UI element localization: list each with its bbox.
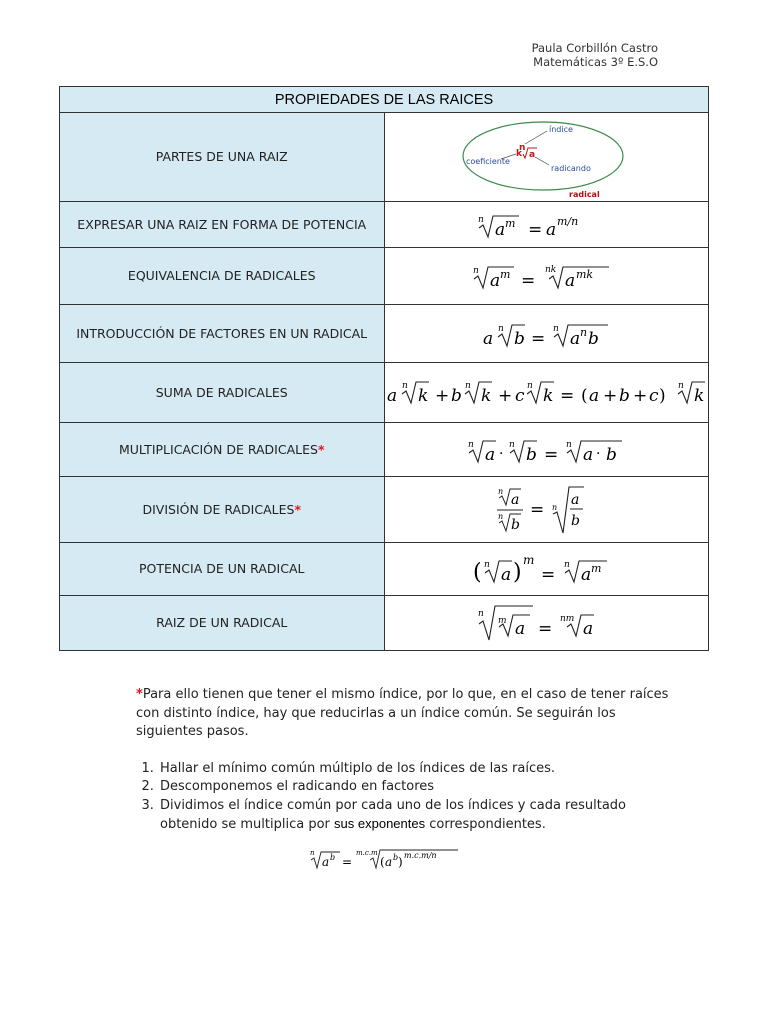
row-label-equivalencia: EQUIVALENCIA DE RADICALES <box>60 248 385 305</box>
step3-highlight: sus exponentes <box>334 816 426 831</box>
formula-glyph-n: n <box>310 849 315 857</box>
diagram-label-radical: radical <box>569 190 600 199</box>
formula-glyph-a: a <box>483 328 494 349</box>
formula-glyph-equals: = <box>521 271 536 291</box>
formula-glyph-m: m <box>500 268 511 281</box>
formula-glyph-open-paren: ( <box>580 385 588 406</box>
formula-glyph-a: a <box>515 619 526 639</box>
row-label-introduccion: INTRODUCCIÓN DE FACTORES EN UN RADICAL <box>60 305 385 363</box>
formula-glyph-n: n <box>468 439 475 450</box>
formula-glyph-b: b <box>514 328 526 349</box>
formula-glyph-b: b <box>511 516 521 533</box>
radicando-arrow <box>535 157 549 165</box>
diagram-ellipse <box>463 122 623 190</box>
formula-factor-introduction <box>384 305 709 363</box>
formula-glyph-m-over-n: m/n <box>557 214 579 228</box>
formula-glyph-equals: = <box>530 499 545 520</box>
formula-glyph-c: c <box>648 385 659 406</box>
label-text: MULTIPLICACIÓN DE RADICALES <box>119 441 318 457</box>
step3-text-before: Dividimos el índice común por cada uno de los índices y cada resultado obtenido se multiplica por <box>160 797 626 832</box>
steps-list <box>136 760 676 835</box>
formula-glyph-close-paren: ) <box>513 560 522 585</box>
row-label-suma: SUMA DE RADICALES <box>60 363 385 423</box>
indice-arrow <box>525 131 547 144</box>
formula-glyph-equals: = <box>538 619 553 639</box>
row-label-multiplicacion <box>60 423 385 477</box>
formula-index-reduction <box>308 846 468 872</box>
formula-glyph-n: n <box>498 486 504 496</box>
diagram-label-radicando: radicando <box>551 164 592 173</box>
table-title: PROPIEDADES DE LAS RAICES <box>60 87 709 113</box>
formula-glyph-a: a <box>501 565 512 585</box>
formula-glyph-n: n <box>553 323 560 334</box>
formula-glyph-dot: · <box>499 445 504 462</box>
formula-glyph-a: a <box>588 385 599 406</box>
formula-glyph-equals: = <box>531 328 546 349</box>
formula-glyph-m: m <box>523 553 535 567</box>
formula-glyph-open-paren: ( <box>473 560 482 585</box>
list-item: 1. Hallar el mínimo común múltiplo de los índices de las raíces. <box>158 760 676 779</box>
formula-root-of-radical <box>384 596 709 651</box>
formula-glyph-equals: = <box>541 565 556 585</box>
formula-glyph-b: b <box>618 385 630 406</box>
row-label-raiz-radical: RAIZ DE UN RADICAL <box>60 596 385 651</box>
formula-glyph-b: b <box>450 385 462 406</box>
formula-glyph-a: a <box>385 855 393 869</box>
formula-glyph-a: a <box>583 444 594 465</box>
formula-glyph-k: k <box>542 385 553 406</box>
notes-intro <box>136 686 676 742</box>
formula-glyph-mcm-over-n: m.c.m/n <box>404 851 437 860</box>
formula-glyph-equals: = <box>342 855 353 869</box>
formula-glyph-n: n <box>509 439 516 450</box>
formula-glyph-a: a <box>490 271 501 291</box>
formula-multiplication-svg <box>466 433 626 467</box>
document-header <box>532 41 658 69</box>
formula-root-as-power <box>384 202 709 248</box>
formula-root-as-power-svg <box>476 208 616 242</box>
formula-glyph-n: n <box>564 560 571 570</box>
formula-multiplication <box>384 423 709 477</box>
formula-glyph-n: n <box>677 380 684 391</box>
formula-glyph-n: n <box>478 214 485 225</box>
formula-glyph-mk: mk <box>576 268 594 281</box>
label-text: DIVISIÓN DE RADICALES <box>142 501 295 517</box>
formula-glyph-b: b <box>526 444 538 465</box>
formula-equivalent-radicals-svg <box>471 259 621 293</box>
formula-glyph-plus: + <box>434 385 449 406</box>
formula-glyph-nm: nm <box>560 614 575 624</box>
formula-glyph-plus: + <box>497 385 512 406</box>
diagram-label-coeficiente: coeficiente <box>466 157 511 166</box>
row-label-partes: PARTES DE UNA RAIZ <box>60 113 385 202</box>
formula-glyph-close-paren: ) <box>398 855 403 869</box>
formula-glyph-m: m <box>498 616 507 626</box>
formula-root-of-radical-svg <box>476 602 616 644</box>
formula-glyph-b: b <box>393 853 399 862</box>
formula-glyph-equals: = <box>559 385 574 406</box>
formula-glyph-b: b <box>606 444 618 465</box>
asterisk-mark: * <box>294 501 301 517</box>
formula-glyph-a: a <box>581 565 592 585</box>
diagram-root-a: a <box>529 150 536 160</box>
formula-glyph-n: n <box>473 266 480 276</box>
formula-glyph-n: n <box>498 511 504 521</box>
row-label-division <box>60 477 385 543</box>
root-parts-diagram <box>384 113 709 202</box>
formula-glyph-m: m <box>505 216 516 230</box>
formula-glyph-equals: = <box>544 444 559 465</box>
formula-glyph-a: a <box>386 385 397 406</box>
formula-power-of-radical <box>384 543 709 596</box>
formula-glyph-equals: = <box>528 219 543 240</box>
formula-glyph-c: c <box>514 385 525 406</box>
formula-equivalent-radicals <box>384 248 709 305</box>
formula-glyph-a: a <box>322 855 330 869</box>
formula-glyph-b: b <box>588 328 600 349</box>
formula-glyph-b: b <box>571 512 581 529</box>
formula-division-svg <box>496 484 596 536</box>
formula-glyph-n: n <box>464 380 471 391</box>
formula-glyph-n: n <box>580 325 588 339</box>
asterisk-mark: * <box>136 687 143 702</box>
formula-sum-radicals-svg <box>385 376 715 410</box>
course-name: Matemáticas 3º E.S.O <box>533 55 658 69</box>
row-label-potencia-radical: POTENCIA DE UN RADICAL <box>60 543 385 596</box>
formula-glyph-k: k <box>417 385 428 406</box>
formula-glyph-n: n <box>526 380 533 391</box>
diagram-root-n: n <box>519 143 526 153</box>
formula-factor-introduction-svg <box>481 317 611 351</box>
formula-glyph-open-paren: ( <box>380 855 385 869</box>
formula-glyph-dot: · <box>596 445 601 462</box>
diagram-label-indice: índice <box>549 125 574 134</box>
step3-text-after: correspondientes. <box>425 817 546 832</box>
formula-glyph-a: a <box>571 491 580 508</box>
formula-glyph-b: b <box>330 853 336 862</box>
formula-glyph-m: m <box>591 562 602 575</box>
formula-glyph-a: a <box>583 619 594 639</box>
formula-glyph-n: n <box>498 323 505 334</box>
formula-glyph-n: n <box>401 380 408 391</box>
formula-glyph-a: a <box>570 328 581 349</box>
formula-glyph-n: n <box>484 560 491 570</box>
formula-division <box>384 477 709 543</box>
formula-glyph-k: k <box>693 385 704 406</box>
formula-glyph-a: a <box>546 219 557 240</box>
properties-table <box>59 86 709 651</box>
row-label-potencia-forma: EXPRESAR UNA RAIZ EN FORMA DE POTENCIA <box>60 202 385 248</box>
formula-glyph-close-paren: ) <box>658 385 666 406</box>
formula-glyph-n: n <box>478 609 485 619</box>
formula-glyph-k: k <box>480 385 491 406</box>
root-parts-figure <box>461 114 631 200</box>
formula-glyph-nk: nk <box>545 265 557 275</box>
formula-glyph-a: a <box>485 444 496 465</box>
diagram-root-k: k <box>516 149 523 159</box>
formula-power-of-radical-svg <box>471 551 621 587</box>
formula-glyph-plus: + <box>602 385 617 406</box>
formula-glyph-n: n <box>552 502 558 512</box>
list-item: 2. Descomponemos el radicando en factores <box>158 778 676 797</box>
notes-intro-text: Para ello tienen que tener el mismo índice, por lo que, en el caso de tener raíces con distinto índice, hay que reducirlas a un índice común. Se seguirán los siguientes pasos. <box>136 687 669 739</box>
formula-glyph-n: n <box>566 439 573 450</box>
asterisk-mark: * <box>317 441 325 457</box>
formula-glyph-a: a <box>495 219 506 240</box>
list-item <box>158 797 676 835</box>
formula-glyph-a: a <box>565 271 576 291</box>
notes-section <box>136 686 676 835</box>
formula-glyph-a: a <box>511 491 520 508</box>
formula-glyph-mcm: m.c.m <box>356 849 378 857</box>
formula-sum-radicals <box>384 363 709 423</box>
formula-glyph-plus: + <box>632 385 647 406</box>
author-name: Paula Corbillón Castro <box>531 41 658 55</box>
